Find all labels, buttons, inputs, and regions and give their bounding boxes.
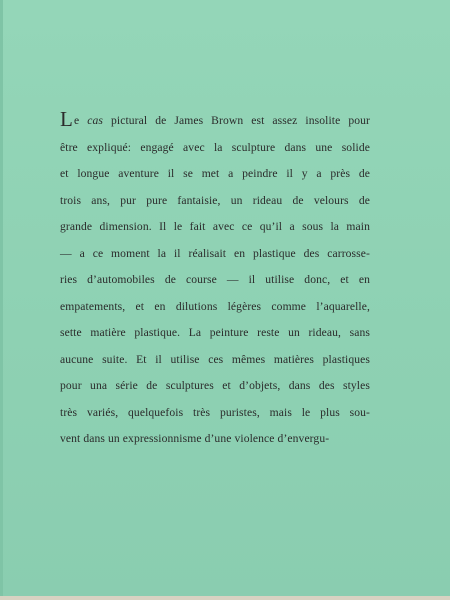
drop-cap: L: [60, 107, 73, 131]
page-edge-bottom: [0, 596, 450, 600]
paragraph-line-6: — a ce moment la il réalisait en plastique des carrosse-: [60, 246, 370, 260]
paragraph-line-7: ries d’automobiles de course — il utilise donc, et en: [60, 273, 370, 286]
paragraph-line-1: [60, 108, 370, 135]
paragraph-line-12: très variés, quelquefois très puristes, mais le plus sou-: [60, 405, 370, 419]
paragraph-line-2: être expliqué: engagé avec la sculpture dans une solide: [60, 140, 370, 154]
paragraph-line-5: grande dimension. Il le fait avec ce qu’il a sous la main: [60, 220, 370, 233]
paragraph-line-9: sette matière plastique. La peinture reste un rideau, sans: [60, 326, 370, 339]
page-edge-left: [0, 0, 3, 600]
paragraph-line-11: pour una série de sculptures et d’objets, dans des styles: [60, 379, 370, 392]
paragraph-line-4: trois ans, pur pure fantaisie, un rideau de velours de: [60, 193, 370, 207]
paragraph-line-13: vent dans un expressionnisme d’une violence d’envergu-: [60, 432, 330, 445]
body-paragraph: [60, 108, 370, 453]
paragraph-line-8: empatements, et en dilutions légères comme l’aquarelle,: [60, 299, 370, 313]
paragraph-line-10: aucune suite. Et il utilise ces mêmes matières plastiques: [60, 352, 370, 366]
first-line-start: e: [73, 114, 88, 127]
italic-word: cas: [87, 114, 103, 127]
paragraph-line-3: et longue aventure il se met a peindre il y a près de: [60, 167, 370, 180]
first-line-rest: pictural de James Brown est assez insolite pour: [102, 114, 370, 127]
